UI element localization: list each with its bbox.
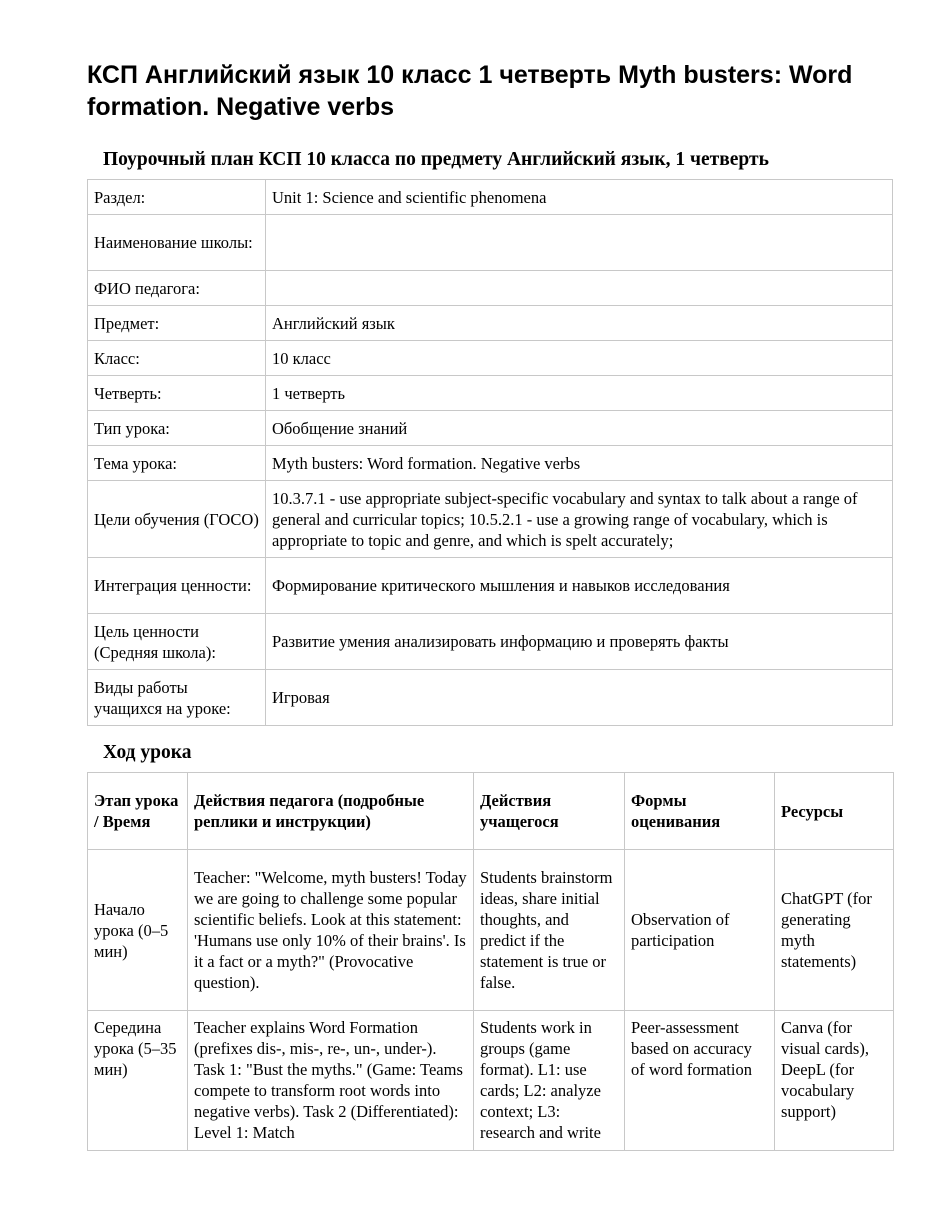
info-label: Предмет: bbox=[88, 306, 266, 341]
lesson-row-beginning bbox=[88, 850, 894, 1011]
lesson-heading: Ход урока bbox=[103, 742, 192, 763]
info-value: Обобщение знаний bbox=[266, 411, 893, 446]
info-row-grade bbox=[88, 341, 893, 376]
info-row-section bbox=[88, 180, 893, 215]
stage-cell: Начало урока (0–5 мин) bbox=[88, 850, 188, 1011]
info-value: 10.3.7.1 - use appropriate subject-specific vocabulary and syntax to talk about a range of general and curricular topics; 10.5.2.1 - use a growing range of vocabulary, which is appropriate to topic and genre, and which is spelt accurately; bbox=[266, 481, 893, 558]
student-actions-cell: Students brainstorm ideas, share initial thoughts, and predict if the statement is true or false. bbox=[474, 850, 625, 1011]
teacher-actions-cell: Teacher: "Welcome, myth busters! Today we are going to challenge some popular scientific beliefs. Look at this statement: 'Humans use only 10% of their brains'. Is it a fact or a myth?" (Provocative question). bbox=[188, 850, 474, 1011]
assessment-cell bbox=[625, 1011, 775, 1151]
info-row-lesson-type bbox=[88, 411, 893, 446]
info-label: Тип урока: bbox=[88, 411, 266, 446]
header-teacher-actions: Действия педагога (подробные реплики и инструкции) bbox=[188, 773, 474, 850]
assessment-text: Peer-assessment based on accuracy of word formation bbox=[631, 1018, 752, 1079]
info-label: ФИО педагога: bbox=[88, 271, 266, 306]
lesson-flow-table bbox=[87, 772, 894, 1151]
info-label: Виды работы учащихся на уроке: bbox=[88, 670, 266, 726]
student-actions-cell bbox=[474, 1011, 625, 1151]
info-row-work-types bbox=[88, 670, 893, 726]
resources-cell bbox=[775, 1011, 894, 1151]
header-stage: Этап урока / Время bbox=[88, 773, 188, 850]
info-label: Цели обучения (ГОСО) bbox=[88, 481, 266, 558]
info-row-value-integration bbox=[88, 558, 893, 614]
info-value: Myth busters: Word formation. Negative verbs bbox=[266, 446, 893, 481]
document-title: КСП Английский язык 10 класс 1 четверть Myth busters: Word formation. Negative verbs bbox=[87, 61, 853, 121]
resources-cell: ChatGPT (for generating myth statements) bbox=[775, 850, 894, 1011]
info-row-quarter bbox=[88, 376, 893, 411]
info-value bbox=[266, 271, 893, 306]
assessment-cell: Observation of participation bbox=[625, 850, 775, 1011]
header-resources: Ресурсы bbox=[775, 773, 894, 850]
info-row-learning-objectives bbox=[88, 481, 893, 558]
header-student-actions: Действия учащегося bbox=[474, 773, 625, 850]
info-label: Тема урока: bbox=[88, 446, 266, 481]
info-value bbox=[266, 215, 893, 271]
info-label: Раздел: bbox=[88, 180, 266, 215]
lesson-info-table bbox=[87, 179, 893, 726]
info-label: Цель ценности (Средняя школа): bbox=[88, 614, 266, 670]
lesson-row-middle bbox=[88, 1011, 894, 1151]
info-row-lesson-topic bbox=[88, 446, 893, 481]
info-row-value-goal bbox=[88, 614, 893, 670]
info-row-teacher bbox=[88, 271, 893, 306]
teacher-actions-text: Teacher explains Word Formation (prefixes dis-, mis-, re-, un-, under-). Task 1: "Bust the myths." (Game: Teams compete to transform root words into negative verbs). Task 2 (Differentiated): Level 1: Match bbox=[194, 1018, 463, 1142]
info-label: Класс: bbox=[88, 341, 266, 376]
info-value: Формирование критического мышления и навыков исследования bbox=[266, 558, 893, 614]
lesson-header-row bbox=[88, 773, 894, 850]
info-label: Четверть: bbox=[88, 376, 266, 411]
info-value: Английский язык bbox=[266, 306, 893, 341]
info-value: 1 четверть bbox=[266, 376, 893, 411]
stage-cell bbox=[88, 1011, 188, 1151]
resources-text: Canva (for visual cards), DeepL (for vocabulary support) bbox=[781, 1018, 869, 1121]
info-row-subject bbox=[88, 306, 893, 341]
info-label: Интеграция ценности: bbox=[88, 558, 266, 614]
teacher-actions-cell bbox=[188, 1011, 474, 1151]
info-value: Игровая bbox=[266, 670, 893, 726]
info-value: 10 класс bbox=[266, 341, 893, 376]
info-label: Наименование школы: bbox=[88, 215, 266, 271]
info-value: Развитие умения анализировать информацию и проверять факты bbox=[266, 614, 893, 670]
info-value: Unit 1: Science and scientific phenomena bbox=[266, 180, 893, 215]
info-row-school bbox=[88, 215, 893, 271]
student-actions-text: Students work in groups (game format). L1: use cards; L2: analyze context; L3: research and write bbox=[480, 1018, 601, 1142]
stage-text: Середина урока (5–35 мин) bbox=[94, 1018, 177, 1079]
header-assessment: Формы оценивания bbox=[625, 773, 775, 850]
plan-heading: Поурочный план КСП 10 класса по предмету Английский язык, 1 четверть bbox=[103, 149, 769, 170]
